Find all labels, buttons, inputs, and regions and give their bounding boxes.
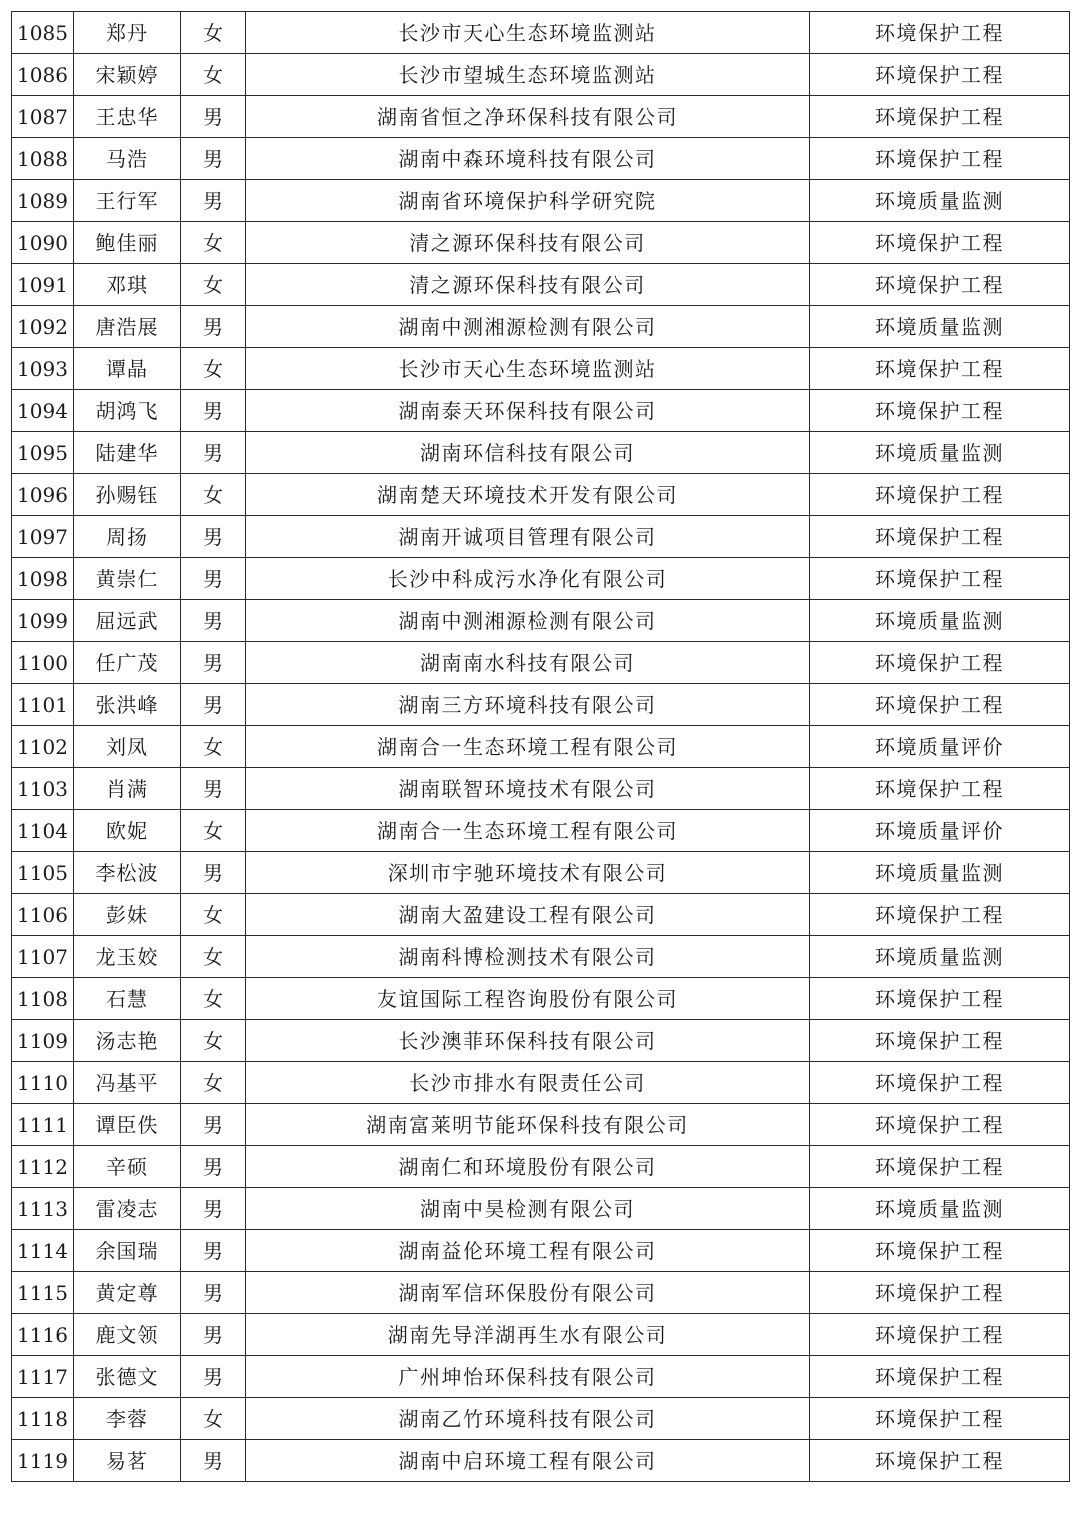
person-name-cell: 李松波: [74, 852, 181, 894]
specialty-cell: 环境保护工程: [810, 1314, 1070, 1356]
person-name-cell: 鹿文领: [74, 1314, 181, 1356]
organization-cell: 湖南中昊检测有限公司: [246, 1188, 810, 1230]
specialty-cell: 环境保护工程: [810, 768, 1070, 810]
specialty-cell: 环境保护工程: [810, 1230, 1070, 1272]
row-number-cell: 1107: [12, 936, 74, 978]
table-row: [12, 180, 1070, 222]
organization-cell: 湖南省恒之净环保科技有限公司: [246, 96, 810, 138]
person-name-cell: 黄定尊: [74, 1272, 181, 1314]
table-row: [12, 1398, 1070, 1440]
person-name-cell: 屈远武: [74, 600, 181, 642]
table-row: [12, 642, 1070, 684]
gender-cell: 男: [181, 306, 246, 348]
table-row: [12, 96, 1070, 138]
organization-cell: 湖南省环境保护科学研究院: [246, 180, 810, 222]
table-row: [12, 894, 1070, 936]
specialty-cell: 环境保护工程: [810, 222, 1070, 264]
specialty-cell: 环境保护工程: [810, 642, 1070, 684]
table-row: [12, 432, 1070, 474]
organization-cell: 长沙市天心生态环境监测站: [246, 12, 810, 54]
gender-cell: 女: [181, 348, 246, 390]
table-row: [12, 1230, 1070, 1272]
person-name-cell: 陆建华: [74, 432, 181, 474]
specialty-cell: 环境保护工程: [810, 1398, 1070, 1440]
gender-cell: 男: [181, 1146, 246, 1188]
gender-cell: 男: [181, 852, 246, 894]
row-number-cell: 1087: [12, 96, 74, 138]
specialty-cell: 环境保护工程: [810, 12, 1070, 54]
organization-cell: 长沙中科成污水净化有限公司: [246, 558, 810, 600]
organization-cell: 湖南乙竹环境科技有限公司: [246, 1398, 810, 1440]
gender-cell: 男: [181, 1104, 246, 1146]
table-row: [12, 936, 1070, 978]
specialty-cell: 环境质量监测: [810, 1188, 1070, 1230]
row-number-cell: 1094: [12, 390, 74, 432]
gender-cell: 男: [181, 642, 246, 684]
specialty-cell: 环境质量评价: [810, 726, 1070, 768]
gender-cell: 男: [181, 1440, 246, 1482]
organization-cell: 湖南富莱明节能环保科技有限公司: [246, 1104, 810, 1146]
person-name-cell: 邓琪: [74, 264, 181, 306]
specialty-cell: 环境质量监测: [810, 432, 1070, 474]
specialty-cell: 环境保护工程: [810, 474, 1070, 516]
row-number-cell: 1112: [12, 1146, 74, 1188]
person-name-cell: 雷凌志: [74, 1188, 181, 1230]
organization-cell: 湖南中测湘源检测有限公司: [246, 600, 810, 642]
organization-cell: 广州坤怡环保科技有限公司: [246, 1356, 810, 1398]
specialty-cell: 环境保护工程: [810, 1146, 1070, 1188]
person-name-cell: 任广茂: [74, 642, 181, 684]
specialty-cell: 环境保护工程: [810, 1020, 1070, 1062]
row-number-cell: 1099: [12, 600, 74, 642]
specialty-cell: 环境保护工程: [810, 264, 1070, 306]
organization-cell: 湖南环信科技有限公司: [246, 432, 810, 474]
gender-cell: 女: [181, 978, 246, 1020]
row-number-cell: 1104: [12, 810, 74, 852]
person-name-cell: 马浩: [74, 138, 181, 180]
row-number-cell: 1095: [12, 432, 74, 474]
person-name-cell: 鲍佳丽: [74, 222, 181, 264]
person-name-cell: 肖满: [74, 768, 181, 810]
row-number-cell: 1101: [12, 684, 74, 726]
row-number-cell: 1100: [12, 642, 74, 684]
specialty-cell: 环境保护工程: [810, 516, 1070, 558]
person-name-cell: 孙赐钰: [74, 474, 181, 516]
specialty-cell: 环境保护工程: [810, 1440, 1070, 1482]
specialty-cell: 环境质量监测: [810, 600, 1070, 642]
person-name-cell: 汤志艳: [74, 1020, 181, 1062]
organization-cell: 湖南合一生态环境工程有限公司: [246, 726, 810, 768]
gender-cell: 女: [181, 936, 246, 978]
specialty-cell: 环境质量评价: [810, 810, 1070, 852]
specialty-cell: 环境保护工程: [810, 684, 1070, 726]
table-row: [12, 1272, 1070, 1314]
table-row: [12, 12, 1070, 54]
row-number-cell: 1105: [12, 852, 74, 894]
person-name-cell: 王忠华: [74, 96, 181, 138]
row-number-cell: 1108: [12, 978, 74, 1020]
person-name-cell: 宋颖婷: [74, 54, 181, 96]
row-number-cell: 1096: [12, 474, 74, 516]
row-number-cell: 1089: [12, 180, 74, 222]
row-number-cell: 1116: [12, 1314, 74, 1356]
table-row: [12, 1062, 1070, 1104]
specialty-cell: 环境保护工程: [810, 1104, 1070, 1146]
gender-cell: 男: [181, 138, 246, 180]
gender-cell: 女: [181, 474, 246, 516]
table-row: [12, 264, 1070, 306]
row-number-cell: 1113: [12, 1188, 74, 1230]
gender-cell: 女: [181, 894, 246, 936]
row-number-cell: 1097: [12, 516, 74, 558]
specialty-cell: 环境保护工程: [810, 390, 1070, 432]
table-row: [12, 1440, 1070, 1482]
row-number-cell: 1102: [12, 726, 74, 768]
person-name-cell: 辛硕: [74, 1146, 181, 1188]
gender-cell: 男: [181, 1356, 246, 1398]
table-row: [12, 348, 1070, 390]
organization-cell: 湖南三方环境科技有限公司: [246, 684, 810, 726]
table-row: [12, 390, 1070, 432]
person-name-cell: 冯基平: [74, 1062, 181, 1104]
organization-cell: 湖南南水科技有限公司: [246, 642, 810, 684]
organization-cell: 湖南泰天环保科技有限公司: [246, 390, 810, 432]
table-row: [12, 1356, 1070, 1398]
specialty-cell: 环境质量监测: [810, 306, 1070, 348]
organization-cell: 长沙市天心生态环境监测站: [246, 348, 810, 390]
gender-cell: 男: [181, 1272, 246, 1314]
gender-cell: 男: [181, 432, 246, 474]
table-row: [12, 306, 1070, 348]
gender-cell: 女: [181, 1062, 246, 1104]
specialty-cell: 环境保护工程: [810, 96, 1070, 138]
specialty-cell: 环境保护工程: [810, 54, 1070, 96]
organization-cell: 湖南楚天环境技术开发有限公司: [246, 474, 810, 516]
specialty-cell: 环境保护工程: [810, 138, 1070, 180]
table-row: [12, 516, 1070, 558]
row-number-cell: 1086: [12, 54, 74, 96]
gender-cell: 男: [181, 558, 246, 600]
organization-cell: 湖南联智环境技术有限公司: [246, 768, 810, 810]
table-row: [12, 810, 1070, 852]
organization-cell: 长沙澳菲环保科技有限公司: [246, 1020, 810, 1062]
table-row: [12, 684, 1070, 726]
person-name-cell: 郑丹: [74, 12, 181, 54]
person-name-cell: 刘凤: [74, 726, 181, 768]
roster-sheet: [11, 11, 1069, 1482]
table-row: [12, 768, 1070, 810]
organization-cell: 湖南益伦环境工程有限公司: [246, 1230, 810, 1272]
row-number-cell: 1110: [12, 1062, 74, 1104]
gender-cell: 男: [181, 180, 246, 222]
specialty-cell: 环境质量监测: [810, 180, 1070, 222]
gender-cell: 男: [181, 600, 246, 642]
organization-cell: 湖南合一生态环境工程有限公司: [246, 810, 810, 852]
gender-cell: 女: [181, 726, 246, 768]
row-number-cell: 1098: [12, 558, 74, 600]
row-number-cell: 1114: [12, 1230, 74, 1272]
table-row: [12, 1188, 1070, 1230]
person-name-cell: 石慧: [74, 978, 181, 1020]
person-name-cell: 胡鸿飞: [74, 390, 181, 432]
person-name-cell: 李蓉: [74, 1398, 181, 1440]
specialty-cell: 环境保护工程: [810, 558, 1070, 600]
person-name-cell: 余国瑞: [74, 1230, 181, 1272]
organization-cell: 湖南中启环境工程有限公司: [246, 1440, 810, 1482]
row-number-cell: 1090: [12, 222, 74, 264]
person-name-cell: 彭妹: [74, 894, 181, 936]
row-number-cell: 1115: [12, 1272, 74, 1314]
row-number-cell: 1085: [12, 12, 74, 54]
row-number-cell: 1118: [12, 1398, 74, 1440]
specialty-cell: 环境质量监测: [810, 852, 1070, 894]
organization-cell: 清之源环保科技有限公司: [246, 264, 810, 306]
person-name-cell: 黄崇仁: [74, 558, 181, 600]
gender-cell: 女: [181, 12, 246, 54]
row-number-cell: 1093: [12, 348, 74, 390]
table-row: [12, 1104, 1070, 1146]
organization-cell: 湖南中森环境科技有限公司: [246, 138, 810, 180]
row-number-cell: 1088: [12, 138, 74, 180]
gender-cell: 女: [181, 54, 246, 96]
row-number-cell: 1109: [12, 1020, 74, 1062]
gender-cell: 女: [181, 1020, 246, 1062]
person-name-cell: 谭臣佚: [74, 1104, 181, 1146]
gender-cell: 女: [181, 264, 246, 306]
table-row: [12, 474, 1070, 516]
roster-table: [11, 11, 1070, 1482]
table-row: [12, 558, 1070, 600]
row-number-cell: 1117: [12, 1356, 74, 1398]
row-number-cell: 1092: [12, 306, 74, 348]
specialty-cell: 环境保护工程: [810, 894, 1070, 936]
roster-body: [12, 12, 1070, 1482]
specialty-cell: 环境保护工程: [810, 1272, 1070, 1314]
person-name-cell: 唐浩展: [74, 306, 181, 348]
person-name-cell: 龙玉姣: [74, 936, 181, 978]
organization-cell: 湖南科博检测技术有限公司: [246, 936, 810, 978]
gender-cell: 女: [181, 810, 246, 852]
gender-cell: 男: [181, 1188, 246, 1230]
row-number-cell: 1103: [12, 768, 74, 810]
specialty-cell: 环境保护工程: [810, 1356, 1070, 1398]
table-row: [12, 1314, 1070, 1356]
table-row: [12, 852, 1070, 894]
row-number-cell: 1091: [12, 264, 74, 306]
specialty-cell: 环境质量监测: [810, 936, 1070, 978]
specialty-cell: 环境保护工程: [810, 978, 1070, 1020]
table-row: [12, 600, 1070, 642]
gender-cell: 女: [181, 222, 246, 264]
table-row: [12, 978, 1070, 1020]
gender-cell: 男: [181, 768, 246, 810]
person-name-cell: 王行军: [74, 180, 181, 222]
gender-cell: 男: [181, 96, 246, 138]
person-name-cell: 张德文: [74, 1356, 181, 1398]
organization-cell: 长沙市排水有限责任公司: [246, 1062, 810, 1104]
organization-cell: 清之源环保科技有限公司: [246, 222, 810, 264]
organization-cell: 湖南仁和环境股份有限公司: [246, 1146, 810, 1188]
gender-cell: 男: [181, 684, 246, 726]
table-row: [12, 1020, 1070, 1062]
organization-cell: 湖南中测湘源检测有限公司: [246, 306, 810, 348]
organization-cell: 湖南开诚项目管理有限公司: [246, 516, 810, 558]
table-row: [12, 1146, 1070, 1188]
table-row: [12, 726, 1070, 768]
person-name-cell: 易茗: [74, 1440, 181, 1482]
table-row: [12, 222, 1070, 264]
organization-cell: 友谊国际工程咨询股份有限公司: [246, 978, 810, 1020]
person-name-cell: 欧妮: [74, 810, 181, 852]
table-row: [12, 138, 1070, 180]
organization-cell: 湖南军信环保股份有限公司: [246, 1272, 810, 1314]
gender-cell: 男: [181, 516, 246, 558]
gender-cell: 男: [181, 1230, 246, 1272]
organization-cell: 湖南先导洋湖再生水有限公司: [246, 1314, 810, 1356]
row-number-cell: 1106: [12, 894, 74, 936]
person-name-cell: 张洪峰: [74, 684, 181, 726]
specialty-cell: 环境保护工程: [810, 1062, 1070, 1104]
organization-cell: 湖南大盈建设工程有限公司: [246, 894, 810, 936]
specialty-cell: 环境保护工程: [810, 348, 1070, 390]
organization-cell: 深圳市宇驰环境技术有限公司: [246, 852, 810, 894]
organization-cell: 长沙市望城生态环境监测站: [246, 54, 810, 96]
person-name-cell: 周扬: [74, 516, 181, 558]
gender-cell: 男: [181, 390, 246, 432]
row-number-cell: 1111: [12, 1104, 74, 1146]
table-row: [12, 54, 1070, 96]
gender-cell: 女: [181, 1398, 246, 1440]
person-name-cell: 谭晶: [74, 348, 181, 390]
row-number-cell: 1119: [12, 1440, 74, 1482]
gender-cell: 男: [181, 1314, 246, 1356]
